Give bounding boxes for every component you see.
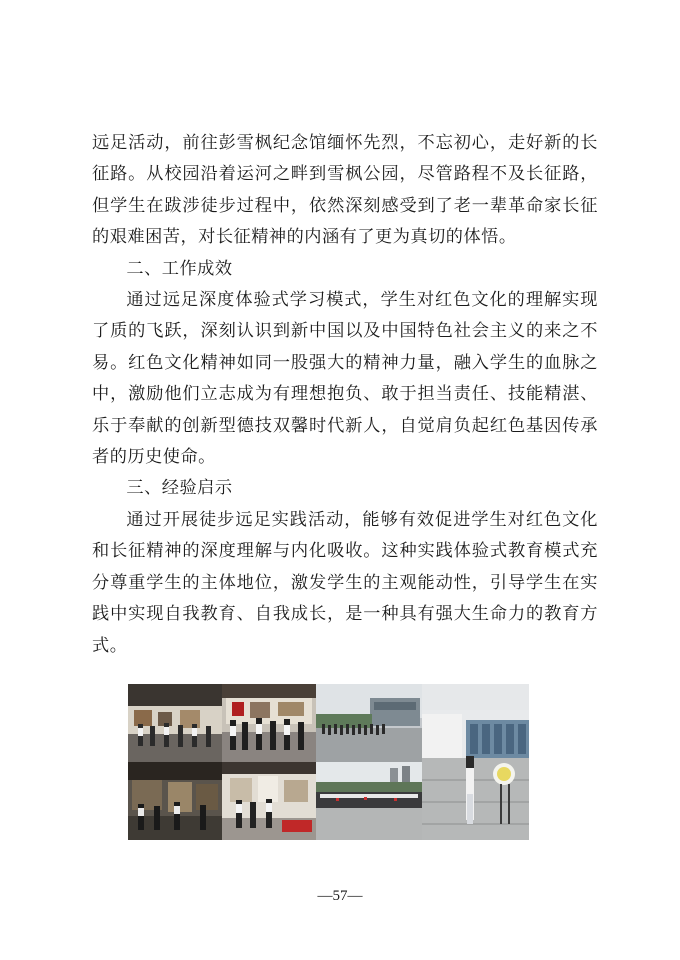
page-number: —57— [317,888,363,904]
photo-memorial-plaza [316,684,422,762]
section-heading-results: 二、工作成效 [126,258,233,279]
photo-wreath-laying [422,684,529,840]
photo-memorial-room [222,762,316,840]
paragraph-continuation: 远足活动，前往彭雪枫纪念馆缅怀先烈，不忘初心，走好新的长征路。从校园沿着运河之畔到雪枫公园，尽管路程不及长征路，但学生在跋涉徒步过程中，依然深刻感受到了老一辈革命家长征的艰难困苦，对长征精神的内涵有了更为真切的体悟。 [92,133,598,248]
photo-students-assembly [316,762,422,840]
section-heading-lessons: 三、经验启示 [126,478,233,499]
photo-exhibition-hall [128,762,222,840]
photo-collage [128,684,529,840]
paragraph-results: 通过远足深度体验式学习模式，学生对红色文化的理解实现了质的飞跃，深刻认识到新中国以及中国特色社会主义的来之不易。红色文化精神如同一股强大的精神力量，融入学生的血脉之中，激励他们立志成为有理想抱负、敢于担当责任、技能精湛、乐于奉献的创新型德技双馨时代新人，自觉肩负起红色基因传承者的历史使命。 [92,290,598,468]
photo-museum-hall-2 [222,684,316,762]
body-text [92,128,598,662]
paragraph-lessons: 通过开展徒步远足实践活动，能够有效促进学生对红色文化和长征精神的深度理解与内化吸收。这种实践体验式教育模式充分尊重学生的主体地位，激发学生的主观能动性，引导学生在实践中实现自我教育、自我成长，是一种具有强大生命力的教育方式。 [92,509,598,656]
photo-museum-hall-1 [128,684,222,762]
